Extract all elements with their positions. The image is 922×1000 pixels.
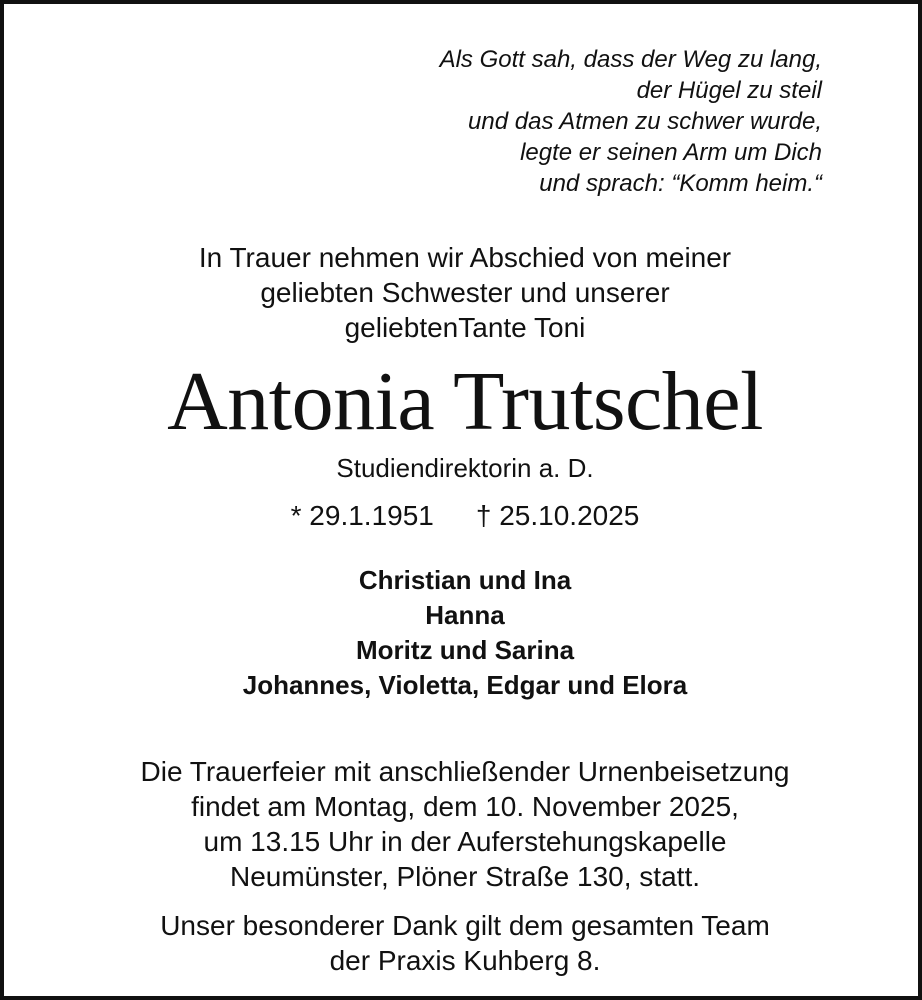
funeral-service-info	[4, 754, 922, 894]
mourners-list	[4, 563, 922, 703]
mourner-line: Moritz und Sarina	[355, 635, 575, 665]
mourner-line: Christian und Ina	[358, 565, 572, 595]
verse-line: und sprach: “Komm heim.“	[539, 170, 822, 197]
service-line: um 13.15 Uhr in der Auferstehungskapelle	[203, 826, 727, 857]
intro-line: geliebtenTante Toni	[344, 312, 586, 343]
thanks-note	[4, 908, 922, 978]
deceased-title: Studiendirektorin a. D.	[336, 453, 594, 483]
intro-text	[4, 240, 922, 345]
intro-line: geliebten Schwester und unserer	[260, 277, 670, 308]
intro-line: In Trauer nehmen wir Abschied von meiner	[198, 242, 732, 273]
verse-line: legte er seinen Arm um Dich	[520, 139, 822, 166]
service-line: findet am Montag, dem 10. November 2025,	[191, 791, 739, 822]
service-line: Die Trauerfeier mit anschließender Urnenbeisetzung	[140, 756, 790, 787]
verse-line: Als Gott sah, dass der Weg zu lang,	[439, 46, 822, 73]
deceased-name: Antonia Trutschel	[167, 355, 763, 448]
verse-line: der Hügel zu steil	[636, 77, 822, 104]
poem-verse	[440, 44, 822, 199]
verse-line: und das Atmen zu schwer wurde,	[468, 108, 822, 135]
mourner-line: Johannes, Violetta, Edgar und Elora	[242, 670, 688, 700]
life-dates	[4, 498, 922, 534]
service-line: Neumünster, Plöner Straße 130, statt.	[229, 861, 700, 892]
thanks-line: der Praxis Kuhberg 8.	[329, 945, 601, 976]
thanks-line: Unser besonderer Dank gilt dem gesamten Team	[160, 910, 770, 941]
mourner-line: Hanna	[425, 600, 505, 630]
birth-date: * 29.1.1951	[290, 500, 434, 531]
death-date: † 25.10.2025	[475, 500, 640, 531]
